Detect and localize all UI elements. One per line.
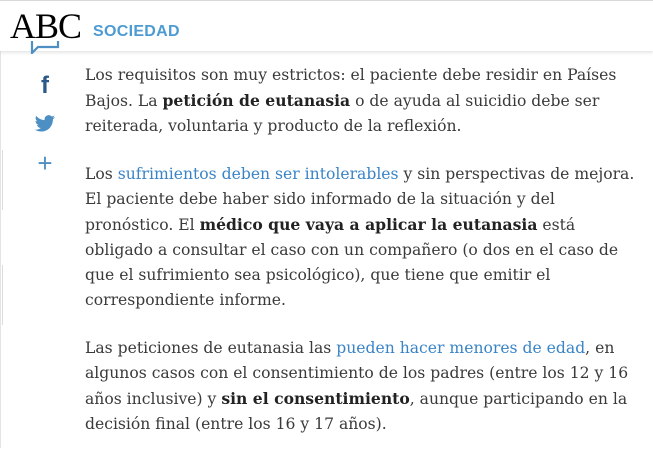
facebook-icon[interactable]: f <box>41 72 49 99</box>
site-header <box>0 0 653 51</box>
article-body <box>85 63 645 460</box>
plus-icon[interactable]: + <box>37 148 53 178</box>
left-divider <box>0 50 1 448</box>
section-label[interactable]: SOCIEDAD <box>93 23 180 40</box>
article-link[interactable]: pueden hacer menores de edad <box>336 339 586 357</box>
bold-text: médico que vaya a aplicar la eutanasia <box>199 215 538 234</box>
paragraph: Los sufrimientos deben ser intolerables y sin perspectivas de mejora. El paciente debe haber sido informado de la situación y del pronóstico. El médico que vaya a aplicar la eutanasia está obligado a consultar el caso con un compañero (o dos en el caso de que el sufrimiento sea psicológico), que tiene que emitir el correspondiente informe. <box>85 165 635 309</box>
left-divider-segment <box>2 265 3 325</box>
article-link[interactable]: sufrimientos deben ser intolerables <box>117 165 399 183</box>
site-logo[interactable]: ABC <box>10 6 82 46</box>
paragraph: Las peticiones de eutanasia las pueden hacer menores de edad, en algunos casos con el consentimiento de los padres (entre los 12 y 16 años inclusive) y sin el consentimiento, aunque participando en la decisión final (entre los 16 y 17 años). <box>85 339 629 433</box>
paragraph: Los requisitos son muy estrictos: el paciente debe residir en Países Bajos. La petición de eutanasia o de ayuda al suicidio debe ser reiterada, voluntaria y producto de la reflexión. <box>85 66 617 135</box>
comment-icon[interactable] <box>28 40 62 54</box>
left-divider-segment <box>2 150 3 210</box>
bold-text: sin el consentimiento <box>221 389 410 408</box>
twitter-icon[interactable] <box>28 115 62 137</box>
bold-text: petición de eutanasia <box>162 91 351 110</box>
